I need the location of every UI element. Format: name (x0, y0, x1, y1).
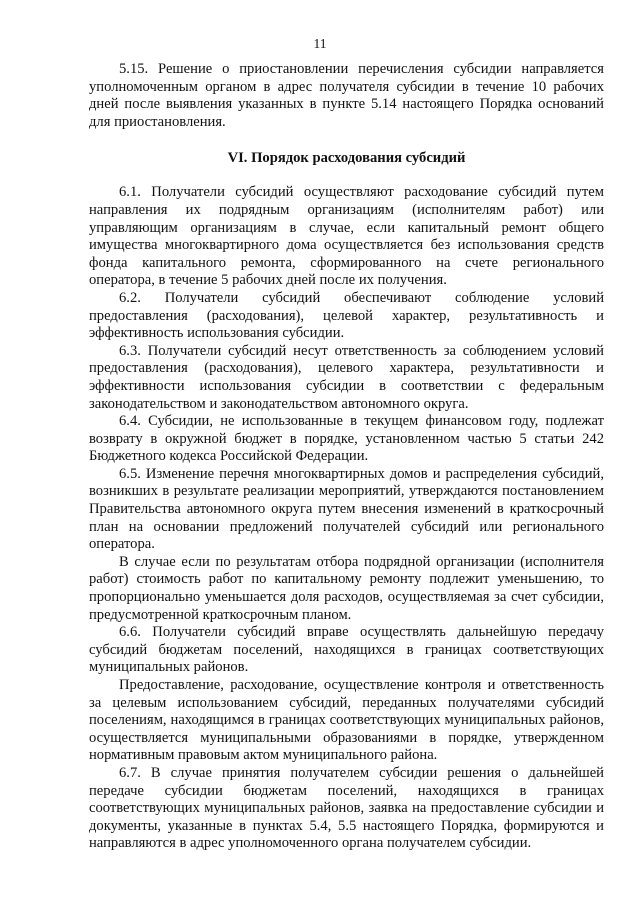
paragraph-6-4: 6.4. Субсидии, не использованные в текущем финансовом году, подлежат возврату в окружной бюджет в порядке, установленном частью 5 статьи 242 Бюджетного кодекса Российской Федерации. (89, 413, 604, 465)
document-body (89, 61, 604, 853)
section-heading: VI. Порядок расходования субсидий (227, 150, 466, 167)
paragraph-6-3: 6.3. Получатели субсидий несут ответственность за соблюдением условий предоставления (расходования), целевого характера, результативности и эффективности использования субсидии в соответствии с федеральным законодательством и законодательством автономного округа. (89, 342, 604, 412)
paragraph-6-5-cont: В случае если по результатам отбора подрядной организации (исполнителя работ) стоимость работ по капитальному ремонту подлежит уменьшению, то пропорционально уменьшается доля расходов, осуществляемая за счет субсидии, предусмотренной краткосрочным планом. (89, 553, 604, 623)
paragraph-6-7: 6.7. В случае принятия получателем субсидии решения о дальнейшей передаче субсидии бюджетам поселений, находящихся в границах соответствующих муниципальных районов, заявка на предоставление субсидии и документы, указанные в пунктах 5.4, 5.5 настоящего Порядка, формируются и направляются в адрес уполномоченного органа получателем субсидии. (89, 764, 604, 852)
page-number: 11 (313, 36, 327, 51)
paragraph-6-5: 6.5. Изменение перечня многоквартирных домов и распределения субсидий, возникших в результате реализации мероприятий, утверждаются постановлением Правительства автономного округа путем внесения изменений в краткосрочный план на основании предложений получателей субсидий или регионального оператора. (89, 465, 604, 553)
paragraph-6-6-cont: Предоставление, расходование, осуществление контроля и ответственность за целевым использованием субсидий, переданных получателями субсидий поселениям, находящимся в границах соответствующих муниципальных районов, осуществляется муниципальными образованиями в порядке, утвержденном нормативным правовым актом муниципального района. (89, 677, 604, 764)
paragraph-6-1: 6.1. Получатели субсидий осуществляют расходование субсидий путем направления их подрядным организациям (исполнителям работ) или управляющим организациям в случае, если капитальный ремонт общего имущества многоквартирного дома осуществляется без использования средств фонда капитального ремонта, сформированного на счете регионального оператора, в течение 5 рабочих дней после их получения. (89, 184, 604, 289)
paragraph-6-6: 6.6. Получатели субсидий вправе осуществлять дальнейшую передачу субсидий бюджетам поселений, находящихся в границах соответствующих муниципальных районов. (89, 624, 604, 676)
paragraph-6-2: 6.2. Получатели субсидий обеспечивают соблюдение условий предоставления (расходования), целевой характер, результативность и эффективность использования субсидии. (89, 289, 604, 342)
paragraph-5-15: 5.15. Решение о приостановлении перечисления субсидии направляется уполномоченным органом в адрес получателя субсидии в течение 10 рабочих дней после выявления указанных в пункте 5.14 настоящего Порядка оснований для приостановления. (89, 61, 604, 130)
